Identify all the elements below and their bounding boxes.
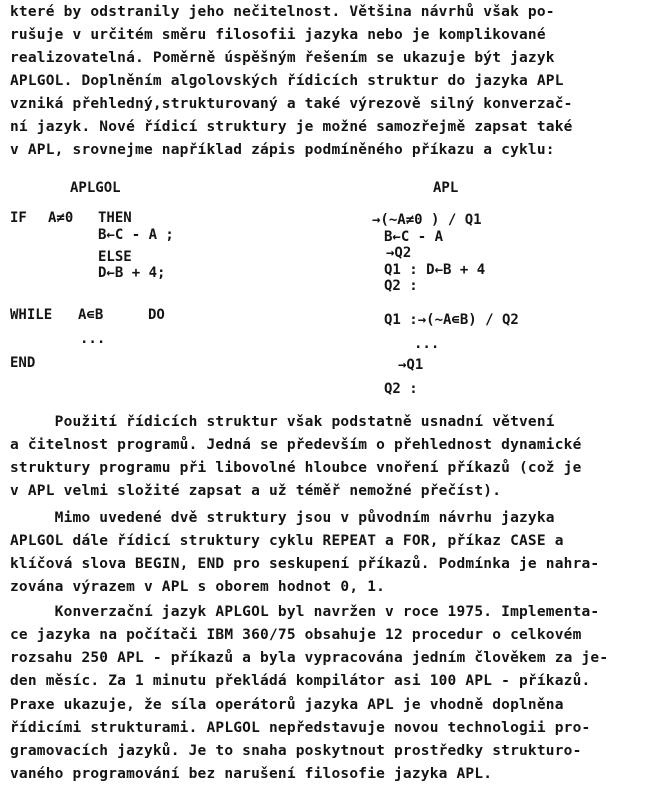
intro-line: které by odstranily jeho nečitelnost. Většina návrhů však po-: [10, 4, 555, 20]
body-line: klíčová slova BEGIN, END pro seskupení příkazů. Podmínka je nahra-: [10, 556, 600, 572]
intro-line: vzniká přehledný,strukturovaný a také výrezově silný konverzač-: [10, 96, 573, 112]
body-line: den měsíc. Za 1 minutu překládá kompilátor asi 100 APL - příkazů.: [10, 673, 591, 689]
aplgol-ellipsis: ...: [80, 331, 106, 347]
intro-line: ní jazyk. Nové řídicí struktury je možné samozřejmě zapsat také: [10, 119, 573, 135]
aplgol-do-keyword: DO: [148, 307, 165, 323]
aplgol-while-keyword: WHILE: [10, 307, 53, 323]
body-line: rozsahu 250 APL - příkazů a byla vypracována jedním člověkem za je-: [10, 650, 609, 666]
intro-line: rušuje v určitém směru filosofii jazyka nebo je komplikované: [10, 27, 546, 43]
apl-line: →Q1: [398, 357, 424, 373]
aplgol-statement-2: D←B + 4;: [98, 265, 166, 281]
apl-ellipsis: ...: [414, 336, 440, 352]
intro-line: realizovatelná. Poměrně úspěšným řešením se ukazuje být jazyk: [10, 50, 555, 66]
aplgol-while-condition: A∊B: [78, 307, 104, 323]
body-line: Mimo uvedené dvě struktury jsou v původním návrhu jazyka: [10, 510, 555, 526]
body-line: ce jazyka na počítači IBM 360/75 obsahuje 12 procedur o celkovém: [10, 627, 582, 643]
body-line: v APL velmi složité zapsat a už téměř nemožné přečíst).: [10, 483, 502, 499]
body-line: Praxe ukazuje, že síla operátorů jazyka APL je vhodně doplněna: [10, 697, 564, 713]
body-line: vaného programování bez narušení filosofie jazyka APL.: [10, 766, 493, 782]
body-line: struktury programu při libovolné hloubce vnoření příkazů (což je: [10, 460, 582, 476]
aplgol-else-keyword: ELSE: [98, 249, 132, 265]
aplgol-then-keyword: THEN: [98, 210, 132, 226]
apl-line: →(~A≠0 ) / Q1: [372, 212, 482, 228]
apl-line: B←C - A: [384, 229, 444, 245]
body-line: Konverzační jazyk APLGOL byl navržen v roce 1975. Implementa-: [10, 604, 600, 620]
intro-line: v APL, srovnejme například zápis podmíněného příkazu a cyklu:: [10, 142, 555, 158]
apl-line: Q1 : D←B + 4: [384, 262, 486, 278]
body-line: řídicími strukturami. APLGOL nepředstavuje novou technologii pro-: [10, 720, 591, 736]
apl-line: Q2 :: [384, 278, 418, 294]
aplgol-if-condition: A≠0: [48, 210, 74, 226]
body-line: zována výrazem v APL s oborem hodnot 0, 1.: [10, 579, 386, 595]
apl-line: Q1 :→(~A∊B) / Q2: [384, 312, 519, 328]
body-line: APLGOL dále řídicí struktury cyklu REPEAT a FOR, příkaz CASE a: [10, 533, 564, 549]
apl-line: →Q2: [386, 245, 412, 261]
body-line: a čitelnost programů. Jedná se především o přehlednost dynamické: [10, 437, 582, 453]
intro-line: APLGOL. Doplněním algolovských řídicích struktur do jazyka APL: [10, 73, 564, 89]
body-line: Použití řídicích struktur však podstatně usnadní větvení: [10, 414, 555, 430]
aplgol-end-keyword: END: [10, 355, 36, 371]
heading-aplgol: APLGOL: [70, 180, 121, 196]
aplgol-statement-1: B←C - A ;: [98, 227, 174, 243]
apl-line: Q2 :: [384, 381, 418, 397]
heading-apl: APL: [433, 180, 459, 196]
aplgol-if-keyword: IF: [10, 210, 27, 226]
body-line: gramovacích jazyků. Je to snaha poskytnout prostředky strukturo-: [10, 743, 582, 759]
